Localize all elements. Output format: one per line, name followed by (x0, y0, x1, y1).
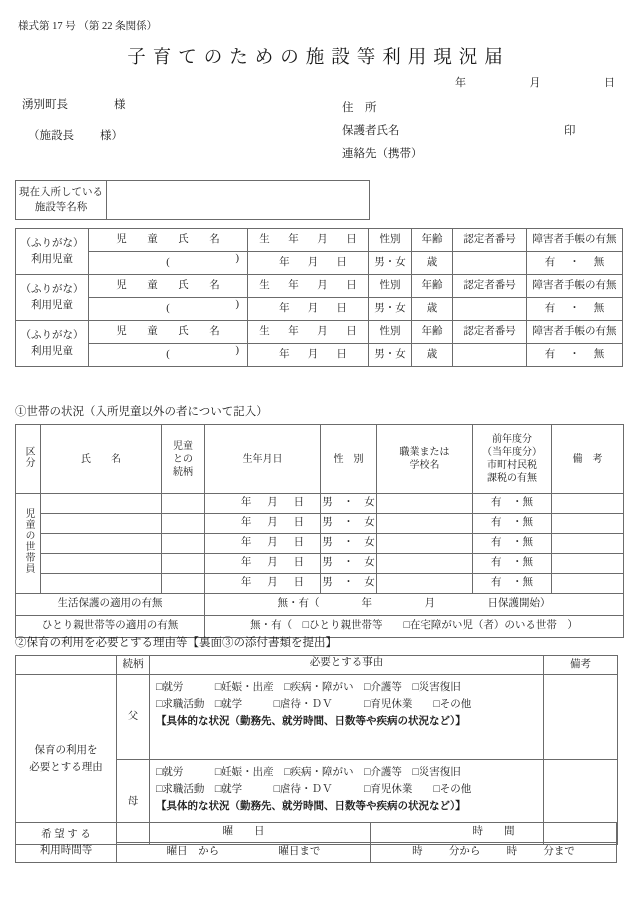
day-label: 日 (293, 577, 305, 589)
paren-open: ( (166, 256, 170, 268)
year-label: 年 (279, 348, 290, 360)
household-member-1-relation[interactable] (162, 494, 205, 514)
household-member-1-job[interactable] (377, 494, 473, 514)
household-member-2-name[interactable] (41, 514, 162, 534)
mother-reason-line-2[interactable]: □求職活動 □就学 □虐待・ＤＶ □育児休業 □その他 (156, 784, 472, 795)
child-3-disability-header: 障害者手帳の有無 (527, 321, 623, 344)
tax-header-line4: 課税の有無 (487, 473, 537, 484)
guardian-name-row (342, 119, 576, 144)
child-1-cert-input[interactable] (453, 252, 527, 275)
household-relation-header (162, 425, 205, 494)
child-3-age-header: 年齢 (412, 321, 453, 344)
reason-row-label-line1: 保育の利用を (34, 745, 98, 757)
father-reason-line-2[interactable]: □求職活動 □就学 □虐待・ＤＶ □育児休業 □その他 (156, 699, 472, 710)
day-label: 日 (336, 302, 347, 314)
addressee-mayor (22, 96, 126, 112)
child-2-sex-header: 性別 (369, 275, 412, 298)
month-label: 月 (307, 302, 319, 314)
household-sex-header: 性 別 (321, 425, 377, 494)
table-row (16, 181, 370, 220)
year-label: 年 (240, 577, 252, 589)
child-1-furigana-cell (16, 229, 89, 275)
child-3-sex-input[interactable]: 男・女 (369, 344, 412, 367)
child-3-dob-input[interactable] (248, 344, 369, 367)
tax-header-line1: 前年度分 (492, 434, 532, 445)
child-label: 利用児童 (31, 253, 73, 265)
child-label: 利用児童 (31, 345, 73, 357)
date-day-label: 日 (604, 77, 615, 89)
year-label: 年 (240, 517, 252, 529)
section-2-heading: ②保育の利用を必要とする理由等【裏面③の添付書類を提出】 (15, 637, 337, 649)
household-dob-header: 生年月日 (205, 425, 321, 494)
paren-close: ) (235, 299, 239, 310)
year-label: 年 (240, 537, 252, 549)
table-row (16, 823, 617, 843)
paren-close: ) (235, 253, 239, 264)
household-member-1-tax[interactable]: 有 ・無 (473, 494, 552, 514)
paren-open: ( (166, 302, 170, 314)
child-label: 利用児童 (31, 299, 73, 311)
addressee-mayor-honorific: 様 (114, 99, 126, 111)
mother-relation-cell: 母 (117, 760, 150, 845)
household-member-2-relation[interactable] (162, 514, 205, 534)
month-label: 月 (267, 577, 278, 589)
child-1-cert-header: 認定者番号 (453, 229, 527, 252)
household-table (15, 424, 624, 638)
single-parent-value[interactable]: 無・有（ □ひとり親世帯等 □在宅障がい児（者）のいる世帯 ） (205, 616, 624, 638)
child-furigana-label: （ふりがな） (20, 237, 84, 249)
child-2-furigana-cell (16, 275, 89, 321)
household-member-2-sex[interactable]: 男 ・ 女 (321, 514, 377, 534)
form-number: 様式第 17 号 （第 22 条関係） (18, 21, 158, 32)
household-member-4-name[interactable] (41, 554, 162, 574)
table-row (16, 298, 623, 321)
household-member-3-dob[interactable] (205, 534, 321, 554)
welfare-value[interactable]: 無・有（ 年 月 日保護開始） (205, 594, 624, 616)
page-title: 子育てのための施設等利用現況届 (127, 48, 510, 68)
household-note-header: 備 考 (552, 425, 624, 494)
household-kubun-cell (16, 494, 41, 594)
child-2-disability-input[interactable] (527, 298, 623, 321)
nashi-option[interactable]: 無 (593, 302, 605, 314)
date-year-label: 年 (455, 77, 466, 89)
reason-note-header: 備考 (544, 656, 618, 675)
relation-header-line3: 続柄 (173, 466, 193, 478)
child-3-age-input[interactable]: 歳 (412, 344, 453, 367)
submission-date-line (455, 74, 615, 90)
household-name-header: 氏 名 (41, 425, 162, 494)
month-label: 月 (267, 517, 278, 529)
child-1-age-input[interactable]: 歳 (412, 252, 453, 275)
day-from-label: 曜日 から (166, 846, 220, 858)
current-facility-label-line2: 施設等名称 (34, 202, 88, 213)
child-1-sex-header: 性別 (369, 229, 412, 252)
table-row (16, 534, 624, 554)
reason-row-label-line2: 必要とする理由 (29, 761, 103, 773)
table-row (16, 229, 623, 252)
tax-header-line2: （当年度分） (482, 447, 542, 458)
time-to-hour-label: 時 (506, 846, 518, 858)
day-label: 日 (293, 537, 305, 549)
year-label: 年 (240, 557, 252, 569)
father-relation-cell: 父 (117, 675, 150, 760)
household-member-5-dob[interactable] (205, 574, 321, 594)
household-member-3-relation[interactable] (162, 534, 205, 554)
child-2-cert-input[interactable] (453, 298, 527, 321)
father-reason-cell[interactable] (150, 675, 544, 760)
address-label: 住 所 (342, 102, 377, 114)
ari-option[interactable]: 有 (544, 348, 556, 360)
year-label: 年 (279, 256, 290, 268)
day-to-label: 曜日まで (278, 846, 321, 858)
household-member-1-name[interactable] (41, 494, 162, 514)
household-member-5-note[interactable] (552, 574, 624, 594)
current-facility-input[interactable] (107, 181, 370, 220)
table-row (16, 675, 618, 760)
table-row (16, 594, 624, 616)
contact-label: 連絡先（携帯） (342, 148, 423, 160)
household-kubun-header-label: 区分 (23, 446, 34, 468)
household-job-header (377, 425, 473, 494)
child-1-name-header: 児 童 氏 名 (89, 229, 248, 252)
child-1-age-header: 年齢 (412, 229, 453, 252)
month-label: 月 (267, 537, 278, 549)
address-row (342, 98, 423, 119)
reason-row-label (16, 675, 117, 845)
household-member-5-sex[interactable]: 男 ・ 女 (321, 574, 377, 594)
current-facility-label-line1: 現在入所している (19, 186, 103, 198)
child-2-name-input[interactable] (89, 298, 248, 321)
household-member-3-name[interactable] (41, 534, 162, 554)
paren-open: ( (166, 348, 170, 360)
month-label: 月 (267, 497, 278, 509)
household-kubun-label: 児童の世帯員 (23, 507, 34, 574)
household-member-2-dob[interactable] (205, 514, 321, 534)
household-tax-header (473, 425, 552, 494)
child-2-name-header: 児 童 氏 名 (89, 275, 248, 298)
day-label: 日 (293, 497, 305, 509)
day-column-header: 曜 日 (117, 823, 371, 843)
household-member-1-sex[interactable]: 男 ・ 女 (321, 494, 377, 514)
year-label: 年 (279, 302, 290, 314)
child-3-furigana-cell (16, 321, 89, 367)
nashi-option[interactable]: 無 (593, 256, 605, 268)
father-reason-detail-label[interactable]: 【具体的な状況（勤務先、就労時間、日数等や疾病の状況など）】 (156, 716, 466, 727)
ari-option[interactable]: 有 (544, 302, 556, 314)
applicant-block (342, 98, 576, 165)
welfare-label: 生活保護の適用の有無 (16, 594, 205, 616)
month-label: 月 (307, 256, 319, 268)
household-member-1-note[interactable] (552, 494, 624, 514)
child-1-sex-input[interactable]: 男・女 (369, 252, 412, 275)
day-label: 日 (336, 256, 347, 268)
time-range-input[interactable] (371, 843, 617, 863)
nashi-option[interactable]: 無 (593, 348, 605, 360)
relation-header-line2: との (173, 453, 193, 465)
child-3-name-input[interactable] (89, 344, 248, 367)
month-label: 月 (267, 557, 278, 569)
time-column-header: 時 間 (371, 823, 617, 843)
child-2-cert-header: 認定者番号 (453, 275, 527, 298)
desired-hours-label-line1: 希 望 す る (41, 828, 91, 840)
child-3-disability-input[interactable] (527, 344, 623, 367)
child-2-dob-header: 生 年 月 日 (248, 275, 369, 298)
time-to-minute-label: 分まで (543, 846, 575, 858)
child-3-name-header: 児 童 氏 名 (89, 321, 248, 344)
reason-corner-cell (16, 656, 117, 675)
child-2-age-input[interactable]: 歳 (412, 298, 453, 321)
child-2-dob-input[interactable] (248, 298, 369, 321)
household-member-4-sex[interactable]: 男 ・ 女 (321, 554, 377, 574)
household-member-4-relation[interactable] (162, 554, 205, 574)
child-1-disability-header: 障害者手帳の有無 (527, 229, 623, 252)
month-label: 月 (307, 348, 319, 360)
household-member-3-tax[interactable]: 有 ・無 (473, 534, 552, 554)
child-2-sex-input[interactable]: 男・女 (369, 298, 412, 321)
time-from-hour-label: 時 (412, 846, 423, 858)
contact-row (342, 144, 423, 165)
childcare-reason-table (15, 655, 618, 845)
household-member-1-dob[interactable] (205, 494, 321, 514)
household-member-5-name[interactable] (41, 574, 162, 594)
day-range-input[interactable] (117, 843, 371, 863)
guardian-name-label: 保護者氏名 (342, 125, 400, 137)
child-3-sex-header: 性別 (369, 321, 412, 344)
child-2-age-header: 年齢 (412, 275, 453, 298)
mother-reason-detail-label[interactable]: 【具体的な状況（勤務先、就労時間、日数等や疾病の状況など）】 (156, 801, 466, 812)
table-row (16, 321, 623, 344)
table-row (16, 656, 618, 675)
child-furigana-label: （ふりがな） (20, 283, 84, 295)
household-member-5-tax[interactable]: 有 ・無 (473, 574, 552, 594)
mother-reason-line-1[interactable]: □就労 □妊娠・出産 □疾病・障がい □介護等 □災害復旧 (156, 767, 461, 778)
relation-header-line1: 児童 (173, 440, 193, 452)
household-member-4-job[interactable] (377, 554, 473, 574)
single-parent-label: ひとり親世帯等の適用の有無 (16, 616, 205, 638)
table-row (16, 494, 624, 514)
reason-header: 必要とする事由 (150, 656, 544, 675)
table-row (16, 425, 624, 494)
table-row (16, 275, 623, 298)
time-from-minute-label: 分から (448, 846, 481, 858)
household-member-4-tax[interactable]: 有 ・無 (473, 554, 552, 574)
child-2-disability-header: 障害者手帳の有無 (527, 275, 623, 298)
day-label: 日 (336, 348, 347, 360)
household-member-5-job[interactable] (377, 574, 473, 594)
separator-dot: ・ (569, 348, 580, 360)
household-member-3-sex[interactable]: 男 ・ 女 (321, 534, 377, 554)
household-member-5-relation[interactable] (162, 574, 205, 594)
current-facility-table (15, 180, 370, 220)
desired-hours-table (15, 822, 617, 863)
child-1-name-input[interactable] (89, 252, 248, 275)
day-label: 日 (293, 557, 305, 569)
father-reason-line-1[interactable]: □就労 □妊娠・出産 □疾病・障がい □介護等 □災害復旧 (156, 682, 461, 693)
addressee-facility (28, 127, 123, 143)
household-member-2-note[interactable] (552, 514, 624, 534)
separator-dot: ・ (569, 302, 580, 314)
table-row (16, 252, 623, 275)
household-member-4-note[interactable] (552, 554, 624, 574)
paren-close: ) (235, 345, 239, 356)
table-row (16, 344, 623, 367)
addressee-facility-honorific: 様） (100, 130, 123, 142)
seal-icon: 印 (564, 125, 576, 137)
household-kubun-header (16, 425, 41, 494)
child-3-dob-header: 生 年 月 日 (248, 321, 369, 344)
day-label: 日 (293, 517, 305, 529)
desired-hours-label-line2: 利用時間等 (39, 844, 93, 856)
child-1-dob-header: 生 年 月 日 (248, 229, 369, 252)
child-3-cert-input[interactable] (453, 344, 527, 367)
ari-option[interactable]: 有 (544, 256, 556, 268)
addressee-mayor-label: 湧別町長 (22, 99, 68, 111)
desired-hours-label (16, 823, 117, 863)
table-row (16, 554, 624, 574)
child-furigana-label: （ふりがな） (20, 329, 84, 341)
child-3-cert-header: 認定者番号 (453, 321, 527, 344)
household-member-2-tax[interactable]: 有 ・無 (473, 514, 552, 534)
household-member-3-note[interactable] (552, 534, 624, 554)
table-row (16, 574, 624, 594)
household-member-4-dob[interactable] (205, 554, 321, 574)
tax-header-line3: 市町村民税 (487, 460, 537, 471)
household-member-3-job[interactable] (377, 534, 473, 554)
child-1-dob-input[interactable] (248, 252, 369, 275)
section-1-heading: ①世帯の状況（入所児童以外の者について記入） (15, 406, 268, 418)
addressee-facility-label: （施設長 (28, 130, 74, 142)
child-1-disability-input[interactable] (527, 252, 623, 275)
year-label: 年 (240, 497, 252, 509)
job-header-line1: 職業または (399, 447, 450, 458)
reason-relation-header: 続柄 (117, 656, 150, 675)
father-note-cell[interactable] (544, 675, 618, 760)
date-month-label: 月 (529, 77, 541, 89)
separator-dot: ・ (569, 256, 580, 268)
children-table (15, 228, 623, 367)
current-facility-label (16, 181, 107, 220)
table-row (16, 514, 624, 534)
household-member-2-job[interactable] (377, 514, 473, 534)
job-header-line2: 学校名 (409, 460, 440, 471)
